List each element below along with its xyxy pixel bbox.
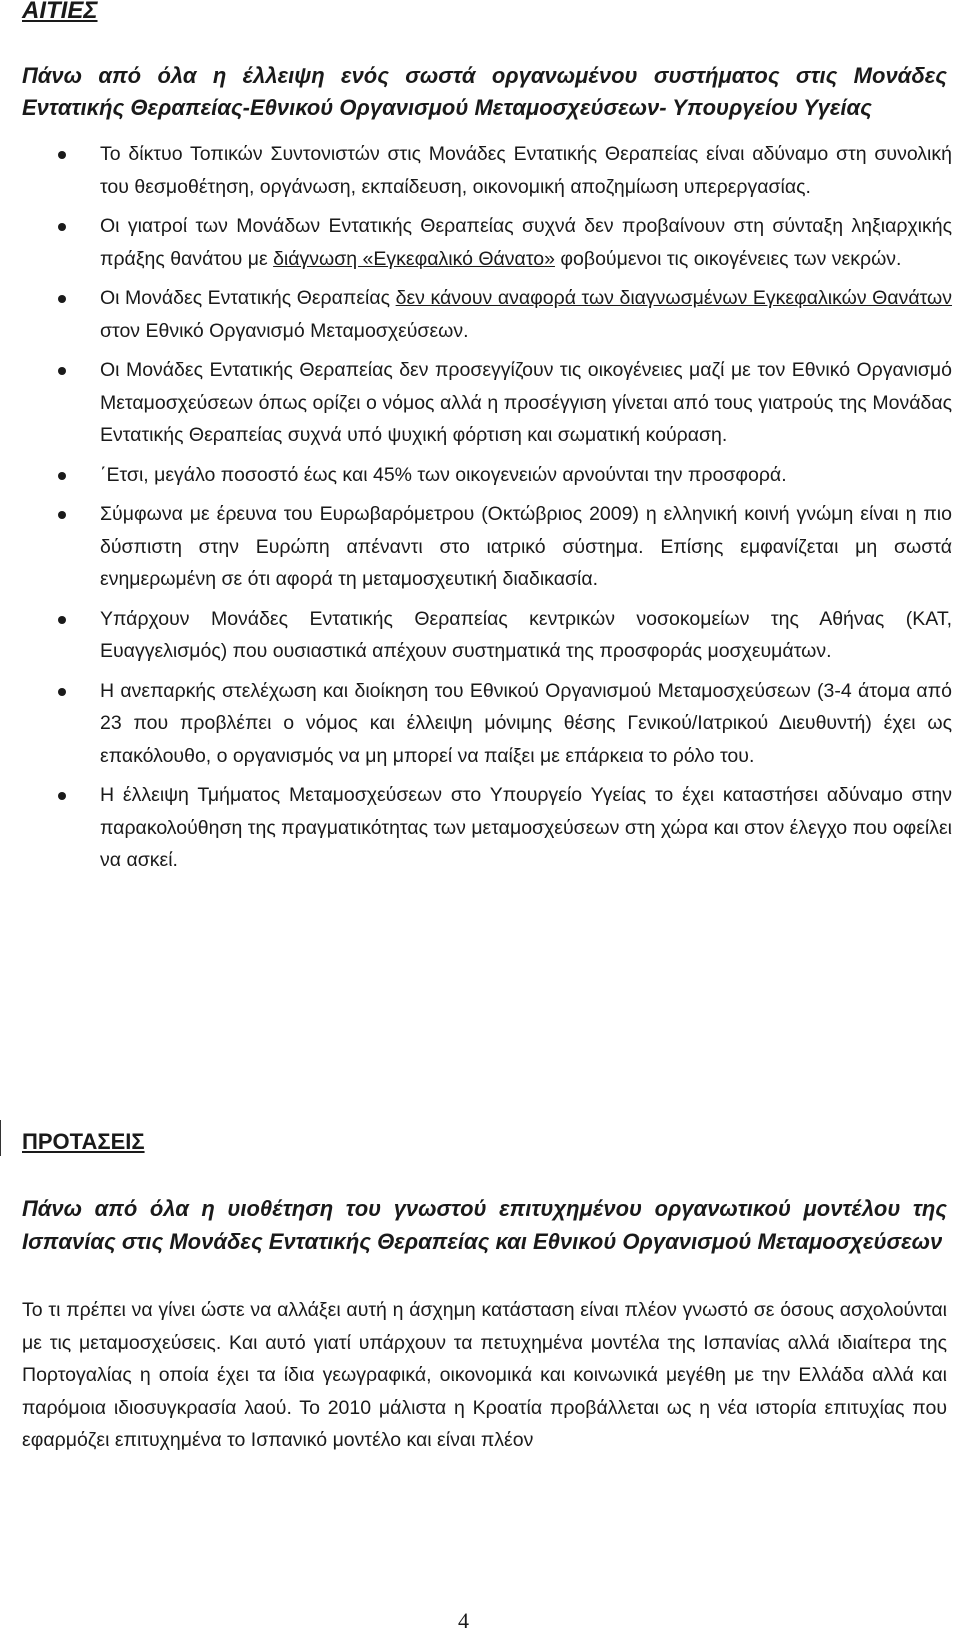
- list-item-text: Οι Μονάδες Εντατικής Θεραπείας: [100, 287, 396, 309]
- causes-intro: Πάνω από όλα η έλλειψη ενός σωστά οργανωμένου συστήματος στις Μονάδες Εντατικής Θεραπείας-Εθνικού Οργανισμού Μεταμοσχεύσεων- Υπουργείου Υγείας: [22, 63, 947, 120]
- underlined-text: δεν κάνουν αναφορά των διαγνωσμένων Εγκεφαλικών Θανάτων: [395, 287, 952, 309]
- list-item-text: φοβούμενοι τις οικογένειες των νεκρών.: [554, 247, 902, 270]
- list-item-text: Σύμφωνα με έρευνα του Ευρωβαρόμετρου (Οκτώβριος 2009) η ελληνική κοινή γνώμη είναι η πιο δύσπιστη στην Ευρώπη απέναντι στο ιατρικό σύστημα. Επίσης εμφανίζεται μη σωστά ενημερωμένη σε ότι αφορά τη μεταμοσχευτική διαδικασία.: [100, 503, 952, 590]
- bullet-icon: [58, 151, 66, 159]
- list-item: [0, 603, 952, 668]
- proposals-paragraph: Το τι πρέπει να γίνει ώστε να αλλάξει αυτή η άσχημη κατάσταση είναι πλέον γνωστό σε όσους ασχολούνται με τις μεταμοσχεύσεις. Και αυτό γιατί υπάρχουν τα πετυχημένα μοντέλα της Ισπανίας αλλά ιδιαίτερα της Πορτογαλίας η οποία έχει τα ίδια γεωγραφικά, οικονομικά και κοινωνικά μεγέθη με την Ελλάδα αλλά και παρόμοια ιδιοσυγκρασία λαού. Το 2010 μάλιστα η Κροατία προβάλλεται ως η νέα ιστορία επιτυχίας που εφαρμόζει επιτυχημένα το Ισπανικό μοντέλο και είναι πλέον: [22, 1299, 947, 1451]
- list-item: [0, 282, 952, 347]
- bullet-icon: [58, 295, 66, 303]
- causes-list: [0, 138, 960, 884]
- list-item: [0, 498, 952, 596]
- bullet-icon: [58, 223, 66, 231]
- list-item: [0, 138, 952, 203]
- causes-heading: ΑΙΤΙΕΣ: [22, 0, 98, 24]
- bullet-icon: [58, 616, 66, 624]
- list-item: [0, 779, 952, 877]
- bullet-icon: [58, 511, 66, 519]
- bullet-icon: [58, 792, 66, 800]
- section-marker: [0, 1120, 1, 1156]
- underlined-text: διάγνωση «Εγκεφαλικό Θάνατο»: [273, 247, 555, 270]
- bullet-icon: [58, 367, 66, 375]
- list-item-text: Η έλλειψη Τμήματος Μεταμοσχεύσεων στο Υπουργείο Υγείας το έχει καταστήσει αδύναμο στην παρακολούθηση της πραγματικότητας των μεταμοσχεύσεων στη χώρα και στον έλεγχο που οφείλει να ασκεί.: [100, 784, 952, 871]
- proposals-heading: ΠΡΟΤΑΣΕΙΣ: [22, 1129, 145, 1154]
- list-item: [0, 210, 952, 275]
- page-number: 4: [458, 1608, 469, 1633]
- list-item: [0, 354, 952, 452]
- list-item-text: Η ανεπαρκής στελέχωση και διοίκηση του Εθνικού Οργανισμού Μεταμοσχεύσεων (3-4 άτομα από 23 που προβλέπει ο νόμος και έλλειψη μόνιμης θέσης Γενικού/Ιατρικού Διευθυντή) έχει ως επακόλουθο, ο οργανισμός να μη μπορεί να παίξει με επάρκεια το ρόλο του.: [100, 679, 952, 767]
- list-item-text: Οι Μονάδες Εντατικής Θεραπείας δεν προσεγγίζουν τις οικογένειες μαζί με τον Εθνικό Οργανισμό Μεταμοσχεύσεων όπως ορίζει ο νόμος αλλά η προσέγγιση γίνεται από τους γιατρούς της Μονάδας Εντατικής Θεραπείας συχνά υπό ψυχική φόρτιση και σωματική κούραση.: [100, 359, 952, 446]
- list-item-text: στον Εθνικό Οργανισμό Μεταμοσχεύσεων.: [100, 319, 469, 342]
- bullet-icon: [58, 688, 66, 696]
- list-item-text: Το δίκτυο Τοπικών Συντονιστών στις Μονάδες Εντατικής Θεραπείας είναι αδύναμο στη συνολική του θεσμοθέτηση, οργάνωση, εκπαίδευση, οικονομική αποζημίωση υπερεργασίας.: [100, 143, 952, 198]
- list-item: [0, 675, 952, 773]
- proposals-intro: Πάνω από όλα η υιοθέτηση του γνωστού επιτυχημένου οργανωτικού μοντέλου της Ισπανίας στις Μονάδες Εντατικής Θεραπείας και Εθνικού Οργανισμού Μεταμοσχεύσεων: [22, 1196, 947, 1254]
- bullet-icon: [58, 472, 66, 480]
- list-item-text: Υπάρχουν Μονάδες Εντατικής Θεραπείας κεντρικών νοσοκομείων της Αθήνας (ΚΑΤ, Ευαγγελισμός) που ουσιαστικά απέχουν συστηματικά της προσφοράς μοσχευμάτων.: [100, 607, 952, 662]
- list-item: [0, 459, 952, 492]
- list-item-text: Οι γιατροί των Μονάδων Εντατικής Θεραπείας συχνά δεν προβαίνουν στη σύνταξη ληξιαρχικής πράξης θανάτου με: [100, 215, 952, 270]
- list-item-text: ΄Ετσι, μεγάλο ποσοστό έως και 45% των οικογενειών αρνούνται την προσφορά.: [100, 463, 787, 486]
